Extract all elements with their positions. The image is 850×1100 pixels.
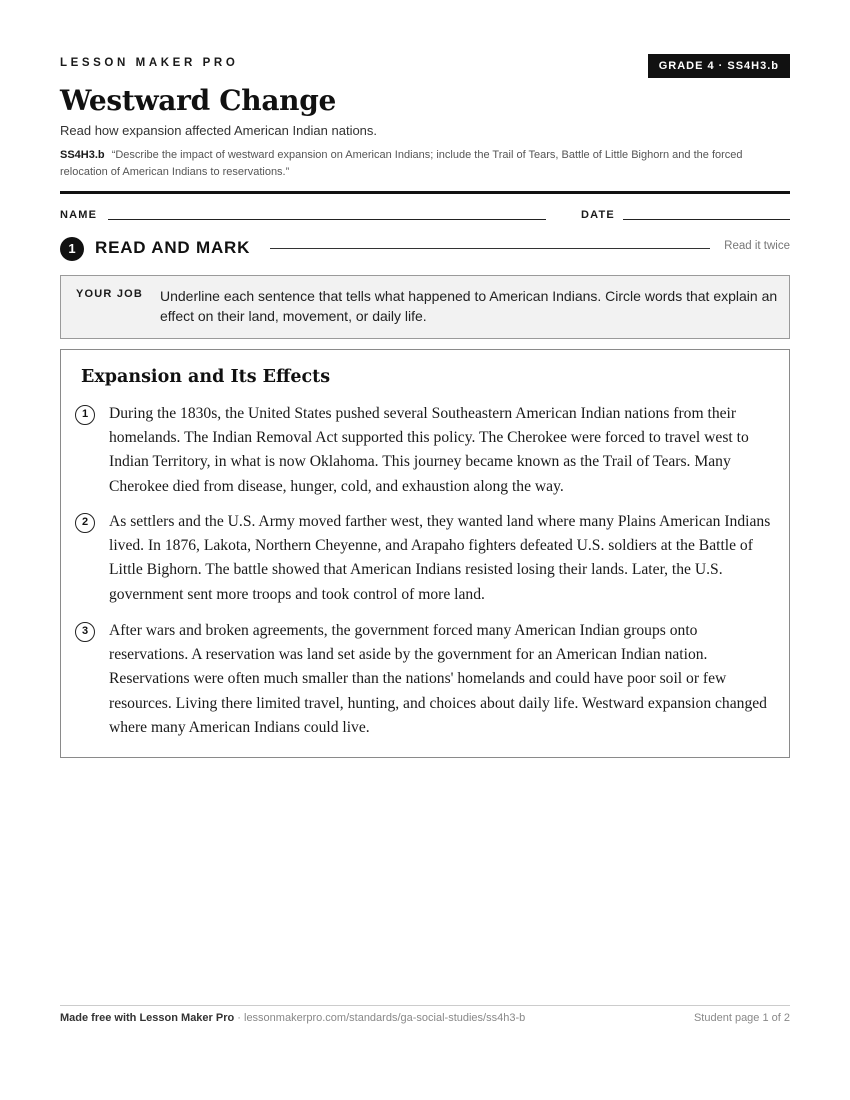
page-title: Westward Change [60,84,337,117]
section-number-badge: 1 [60,237,84,261]
reading-title: Expansion and Its Effects [81,367,331,387]
section-note: Read it twice [724,240,790,252]
standard-description [60,147,790,181]
standard-code: SS4H3.b [60,149,105,161]
footer-made-with: Made free with Lesson Maker Pro [60,1012,235,1024]
footer-page-number: Student page 1 of 2 [693,1012,790,1024]
footer-url[interactable]: · lessonmakerpro.com/standards/ga-social-studies/ss4h3-b [234,1012,526,1024]
footer-divider [60,1005,790,1006]
section-divider [270,248,710,249]
paragraph-text: After wars and broken agreements, the government forced many American Indian groups onto reservations. A reservation was land set aside by the government for an American Indian nation. Reservations were often much smaller than the nations' homelands and could have poor soil or few resources. Living there limited travel, hunting, and choices about daily life. Westward expansion changed where many American Indians could live. [109,622,767,736]
section-title: READ AND MARK [95,238,251,257]
header-divider [60,191,790,194]
paragraph-number: 1 [75,405,95,425]
reading-passage-box [60,349,790,758]
date-label: DATE [581,209,615,221]
page-subtitle: Read how expansion affected American Indian nations. [60,123,378,138]
instructions-box [60,275,790,339]
brand-name: LESSON MAKER PRO [60,57,239,69]
standard-text: “Describe the impact of westward expansion on American Indians; include the Trail of Tears, Battle of Little Bighorn and the forced relocation of American Indians to reservations.” [60,149,743,178]
name-label: NAME [60,209,98,221]
paragraph-number: 2 [75,513,95,533]
paragraph-text: As settlers and the U.S. Army moved farther west, they wanted land where many Plains American Indians lived. In 1876, Lakota, Northern Cheyenne, and Arapaho fighters defeated U.S. soldiers at the Battle of Little Bighorn. The battle showed that American Indians resisted losing their lands. Later, the U.S. government sent more troops and took control of more land. [109,513,771,603]
instructions-text: Underline each sentence that tells what happened to American Indians. Circle words that explain an effect on their land, movement, or daily life. [160,288,778,324]
name-field-line[interactable] [108,219,546,220]
instructions-label: YOUR JOB [76,288,144,300]
grade-badge: GRADE 4 · SS4H3.b [648,54,790,78]
footer-credit [60,1012,525,1024]
paragraph-number: 3 [75,622,95,642]
date-field-line[interactable] [623,219,790,220]
paragraph-text: During the 1830s, the United States pushed several Southeastern American Indian nations from their homelands. The Indian Removal Act supported this policy. The Cherokee were forced to travel west to Indian Territory, in what is now Oklahoma. This journey became known as the Trail of Tears. Many Cherokee died from disease, hunger, cold, and exhaustion along the way. [109,405,749,495]
